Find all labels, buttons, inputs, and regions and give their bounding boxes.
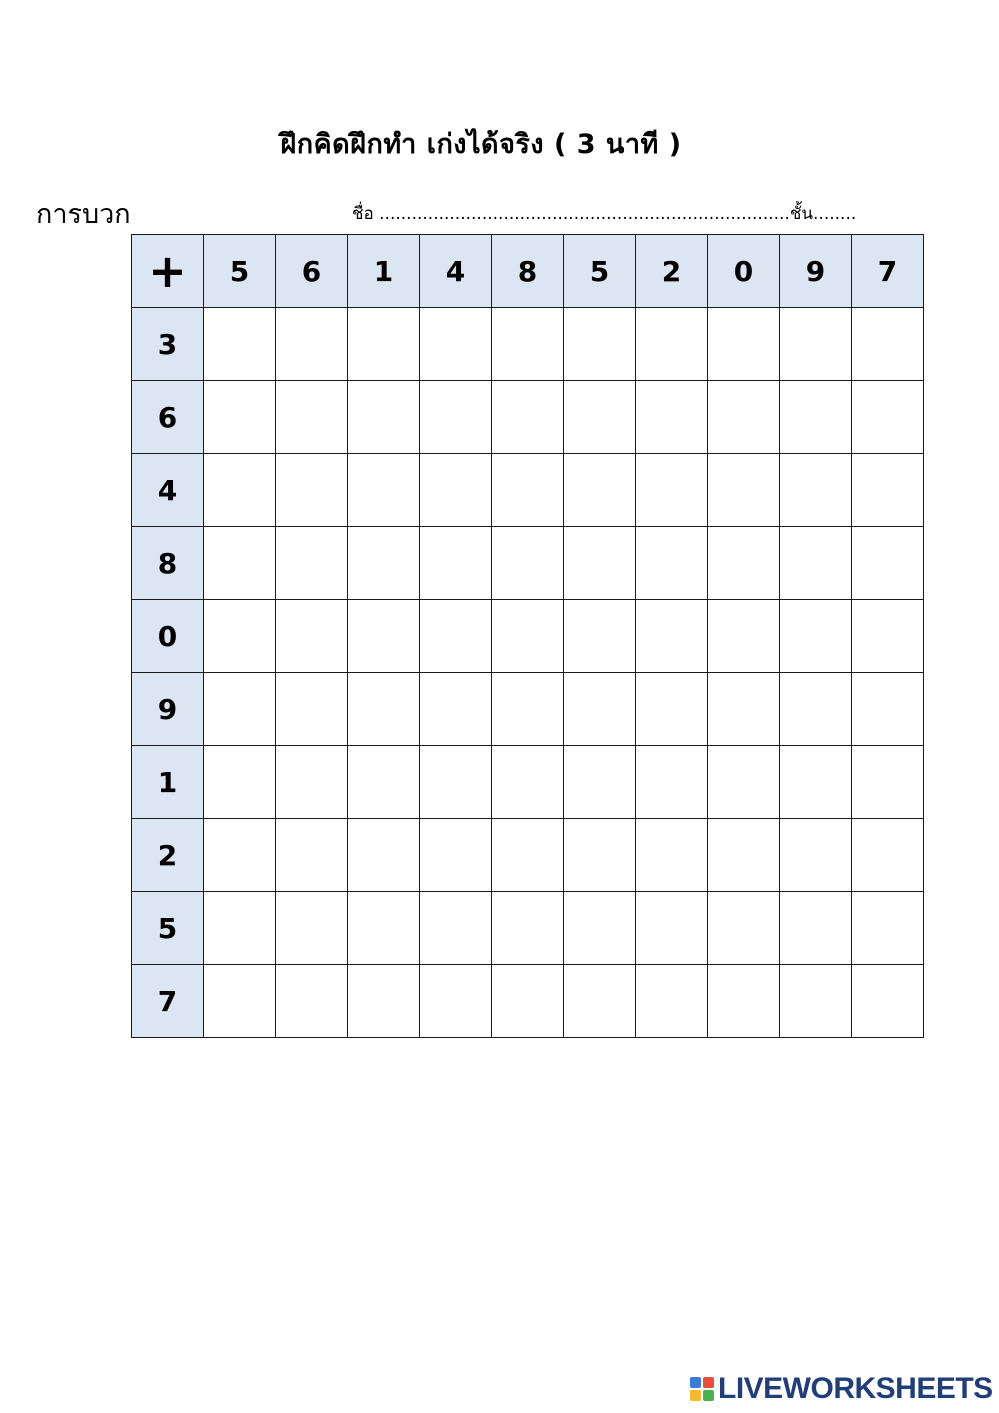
answer-cell[interactable] <box>564 454 636 527</box>
name-label: ชื่อ <box>352 204 374 224</box>
column-header: 1 <box>348 235 420 308</box>
answer-cell[interactable] <box>780 308 852 381</box>
answer-cell[interactable] <box>852 892 924 965</box>
answer-cell[interactable] <box>564 819 636 892</box>
answer-cell[interactable] <box>564 892 636 965</box>
answer-cell[interactable] <box>708 746 780 819</box>
grid-row <box>132 381 924 454</box>
answer-cell[interactable] <box>276 308 348 381</box>
grid-row <box>132 600 924 673</box>
section-label: การบวก <box>36 199 131 230</box>
name-blank: ............................................................................ <box>379 204 790 224</box>
answer-cell[interactable] <box>708 965 780 1038</box>
answer-cell[interactable] <box>348 746 420 819</box>
liveworksheets-logo-icon <box>690 1377 714 1401</box>
row-header: 8 <box>132 527 204 600</box>
answer-cell[interactable] <box>276 673 348 746</box>
answer-cell[interactable] <box>204 381 276 454</box>
column-header: 5 <box>204 235 276 308</box>
answer-cell[interactable] <box>636 308 708 381</box>
answer-cell[interactable] <box>636 746 708 819</box>
answer-cell[interactable] <box>492 819 564 892</box>
answer-cell[interactable] <box>852 746 924 819</box>
answer-cell[interactable] <box>636 965 708 1038</box>
answer-cell[interactable] <box>348 600 420 673</box>
answer-cell[interactable] <box>708 892 780 965</box>
answer-cell[interactable] <box>708 673 780 746</box>
column-header: 2 <box>636 235 708 308</box>
row-header: 6 <box>132 381 204 454</box>
answer-cell[interactable] <box>204 600 276 673</box>
answer-cell[interactable] <box>348 819 420 892</box>
answer-cell[interactable] <box>348 527 420 600</box>
addition-grid <box>131 234 924 1038</box>
answer-cell[interactable] <box>276 892 348 965</box>
worksheet-title: ฝึกคิดฝึกทำ เก่งได้จริง ( 3 นาที ) <box>280 129 682 160</box>
answer-cell[interactable] <box>348 965 420 1038</box>
answer-cell[interactable] <box>204 965 276 1038</box>
answer-cell[interactable] <box>708 600 780 673</box>
answer-cell[interactable] <box>420 892 492 965</box>
answer-cell[interactable] <box>852 819 924 892</box>
answer-cell[interactable] <box>780 746 852 819</box>
answer-cell[interactable] <box>420 308 492 381</box>
answer-cell[interactable] <box>348 454 420 527</box>
answer-cell[interactable] <box>492 965 564 1038</box>
answer-cell[interactable] <box>852 527 924 600</box>
name-class-line <box>352 200 856 227</box>
answer-cell[interactable] <box>636 673 708 746</box>
answer-cell[interactable] <box>780 819 852 892</box>
brand-logo <box>690 1372 993 1406</box>
answer-cell[interactable] <box>780 673 852 746</box>
class-label: ชั้น <box>789 204 814 224</box>
answer-cell[interactable] <box>708 381 780 454</box>
column-header: 8 <box>492 235 564 308</box>
answer-cell[interactable] <box>636 892 708 965</box>
answer-cell[interactable] <box>204 527 276 600</box>
column-header: 0 <box>708 235 780 308</box>
answer-cell[interactable] <box>636 600 708 673</box>
answer-cell[interactable] <box>564 308 636 381</box>
row-header: 5 <box>132 892 204 965</box>
answer-cell[interactable] <box>420 746 492 819</box>
answer-cell[interactable] <box>492 600 564 673</box>
answer-cell[interactable] <box>348 892 420 965</box>
answer-cell[interactable] <box>708 527 780 600</box>
answer-cell[interactable] <box>852 381 924 454</box>
column-header: 6 <box>276 235 348 308</box>
answer-cell[interactable] <box>636 819 708 892</box>
row-header: 4 <box>132 454 204 527</box>
answer-cell[interactable] <box>492 454 564 527</box>
answer-cell[interactable] <box>204 673 276 746</box>
row-header: 2 <box>132 819 204 892</box>
answer-cell[interactable] <box>420 381 492 454</box>
answer-cell[interactable] <box>780 527 852 600</box>
answer-cell[interactable] <box>780 892 852 965</box>
answer-cell[interactable] <box>564 527 636 600</box>
grid-row <box>132 965 924 1038</box>
answer-cell[interactable] <box>780 965 852 1038</box>
grid-row <box>132 308 924 381</box>
class-blank: ........ <box>813 204 857 224</box>
answer-cell[interactable] <box>852 965 924 1038</box>
answer-cell[interactable] <box>780 600 852 673</box>
answer-cell[interactable] <box>780 381 852 454</box>
answer-cell[interactable] <box>852 600 924 673</box>
answer-cell[interactable] <box>492 527 564 600</box>
answer-cell[interactable] <box>492 381 564 454</box>
answer-cell[interactable] <box>636 527 708 600</box>
row-header: 9 <box>132 673 204 746</box>
answer-cell[interactable] <box>348 308 420 381</box>
answer-cell[interactable] <box>276 454 348 527</box>
column-header: 5 <box>564 235 636 308</box>
answer-cell[interactable] <box>348 381 420 454</box>
answer-cell[interactable] <box>852 308 924 381</box>
answer-cell[interactable] <box>276 965 348 1038</box>
answer-cell[interactable] <box>564 746 636 819</box>
grid-row <box>132 819 924 892</box>
answer-cell[interactable] <box>708 819 780 892</box>
answer-cell[interactable] <box>204 746 276 819</box>
answer-cell[interactable] <box>420 819 492 892</box>
answer-cell[interactable] <box>420 673 492 746</box>
answer-cell[interactable] <box>204 454 276 527</box>
grid-row <box>132 454 924 527</box>
answer-cell[interactable] <box>636 454 708 527</box>
grid-row <box>132 673 924 746</box>
answer-cell[interactable] <box>420 454 492 527</box>
answer-cell[interactable] <box>708 454 780 527</box>
brand-name: LIVEWORKSHEETS <box>718 1372 993 1405</box>
row-header: 1 <box>132 746 204 819</box>
answer-cell[interactable] <box>420 527 492 600</box>
answer-cell[interactable] <box>492 673 564 746</box>
grid-row <box>132 527 924 600</box>
answer-cell[interactable] <box>564 381 636 454</box>
answer-cell[interactable] <box>420 600 492 673</box>
grid-row <box>132 746 924 819</box>
answer-cell[interactable] <box>564 673 636 746</box>
grid-row <box>132 892 924 965</box>
row-header: 0 <box>132 600 204 673</box>
answer-cell[interactable] <box>276 381 348 454</box>
answer-cell[interactable] <box>204 819 276 892</box>
answer-cell[interactable] <box>276 819 348 892</box>
answer-cell[interactable] <box>420 965 492 1038</box>
answer-cell[interactable] <box>204 308 276 381</box>
answer-cell[interactable] <box>852 673 924 746</box>
column-header: 7 <box>852 235 924 308</box>
answer-cell[interactable] <box>492 892 564 965</box>
answer-cell[interactable] <box>276 746 348 819</box>
answer-cell[interactable] <box>276 600 348 673</box>
answer-cell[interactable] <box>564 965 636 1038</box>
answer-cell[interactable] <box>852 454 924 527</box>
operator-cell: + <box>132 235 204 308</box>
grid-header-row <box>132 235 924 308</box>
answer-cell[interactable] <box>348 673 420 746</box>
column-header: 4 <box>420 235 492 308</box>
row-header: 3 <box>132 308 204 381</box>
answer-cell[interactable] <box>492 746 564 819</box>
answer-cell[interactable] <box>780 454 852 527</box>
answer-cell[interactable] <box>636 381 708 454</box>
answer-cell[interactable] <box>204 892 276 965</box>
column-header: 9 <box>780 235 852 308</box>
answer-cell[interactable] <box>708 308 780 381</box>
answer-cell[interactable] <box>564 600 636 673</box>
row-header: 7 <box>132 965 204 1038</box>
answer-cell[interactable] <box>276 527 348 600</box>
answer-cell[interactable] <box>492 308 564 381</box>
